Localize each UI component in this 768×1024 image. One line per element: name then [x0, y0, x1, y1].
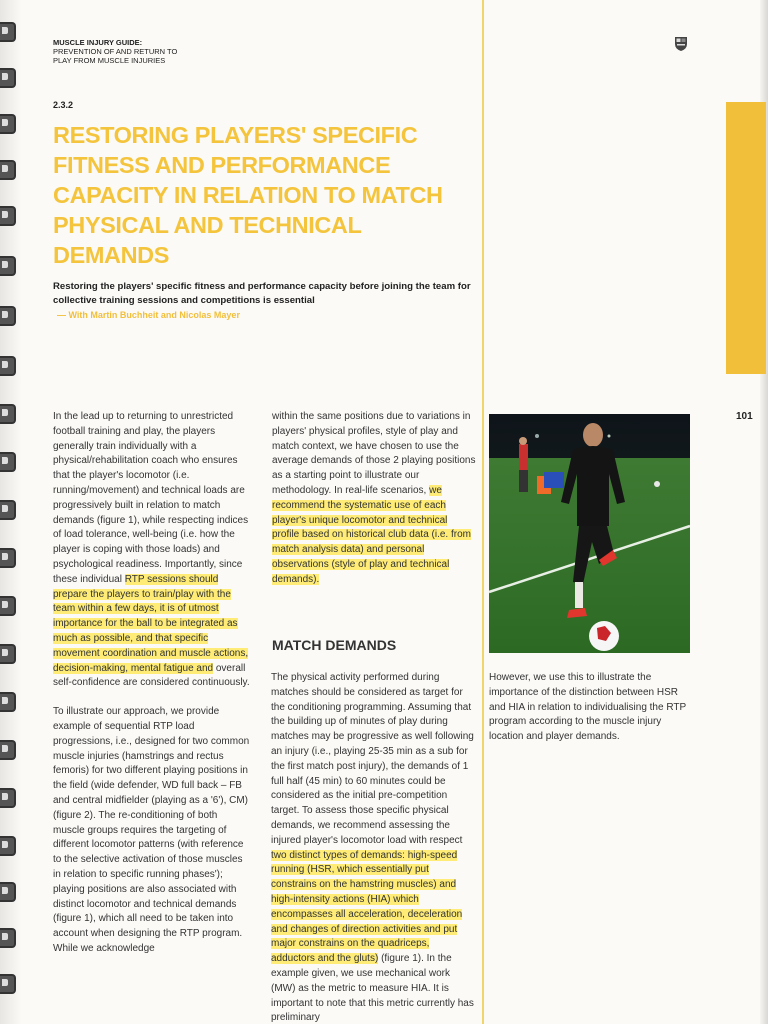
paragraph [272, 410, 477, 588]
lead-paragraph: Restoring the players' specific fitness and performance capacity before joining the team for collective training sessions and competitions is essential [53, 281, 471, 306]
binding-ring [0, 596, 16, 616]
highlighted-text: we recommend the systematic use of each player's unique locomotor and technical profile based on historical club data (i.e. from match analysis data) and personal observations (style of play and technical demands). [272, 484, 471, 585]
binding-ring [0, 114, 16, 134]
binding-ring [0, 836, 16, 856]
column-1 [53, 410, 251, 957]
paragraph [53, 410, 251, 691]
guide-subtitle: PREVENTION OF AND RETURN TO PLAY FROM MUSCLE INJURIES [53, 47, 178, 65]
binding-ring [0, 692, 16, 712]
binding-ring [0, 356, 16, 376]
column-2-continued [271, 671, 476, 1024]
binding-ring [0, 882, 16, 902]
spiral-binding [0, 0, 22, 1024]
column-3 [489, 671, 689, 745]
binding-ring [0, 740, 16, 760]
guide-title: MUSCLE INJURY GUIDE: [53, 38, 143, 47]
highlighted-text: two distinct types of demands: high-speed running (HSR, which essentially put constrains on the hamstring muscles) and high-intensity actions (HIA) which encompasses all acceleration, deceleration and changes of direction activities and put major constrains on the quadriceps, adductors and the gluts) [271, 849, 463, 965]
binding-ring [0, 644, 16, 664]
binding-ring [0, 306, 16, 326]
binding-ring [0, 928, 16, 948]
football-training-photo [489, 414, 690, 653]
body-text: within the same positions due to variations in players' physical profiles, style of play and match context, we have chosen to use the average demands of those 2 playing positions as a starting point to illustrate our methodology. In real-life scenarios, [272, 411, 476, 496]
body-text: (figure 1). In the example given, we use mechanical work (MW) as the metric to measure HIA. It is important to note that this metric currently has preliminary [271, 953, 474, 1024]
chapter-tab [726, 102, 766, 374]
subheading-match-demands: MATCH DEMANDS [272, 637, 397, 653]
highlighted-text: RTP sessions should prepare the players to train/play with the team within a few days, it is of utmost importance for the ball to be integrated as much as possible, and that specific movement coordination and muscle actions, decision-making, mental fatigue and [53, 573, 249, 674]
binding-ring [0, 788, 16, 808]
column-2 [272, 410, 477, 588]
running-header [53, 38, 193, 65]
body-text: The physical activity performed during matches should be considered as target for the conditioning programming. Assuming that the building up of minutes of play during matches may be progressive as well following an injury (i.e., playing 25-35 min as a sub for the first match post injury), the demands of 1 full half (45 min) to 60 minutes could be considered as the initial pre-competition target. To assess those specific physical demands, we recommend assessing the injured player's locomotor load with respect [271, 672, 474, 846]
paragraph: To illustrate our approach, we provide example of sequential RTP load progressions, i.e., designed for two common muscle injuries (hamstrings and rectus femoris) for two different playing positions in the field (wide defender, WD full back – FB and central midfielder (playing as a '6'), CM) (figure 2). The re-conditioning of both muscle groups requires the targeting of different locomotor patterns (with reference to the selective activation of those muscles in relation to specific running phases'); playing positions are also associated with distinct locomotor and technical demands (figure 1), which all need to be taken into account when designing the RTP program. While we acknowledge [53, 706, 250, 954]
binding-ring [0, 22, 16, 42]
binding-ring [0, 500, 16, 520]
section-title: RESTORING PLAYERS' SPECIFIC FITNESS AND PERFORMANCE CAPACITY IN RELATION TO MATCH PHYSICAL AND TECHNICAL DEMANDS [53, 122, 443, 268]
binding-ring [0, 404, 16, 424]
paragraph [271, 671, 476, 1024]
club-crest-icon [674, 36, 688, 52]
binding-ring [0, 160, 16, 180]
binding-ring [0, 256, 16, 276]
byline: — With Martin Buchheit and Nicolas Mayer [57, 310, 240, 320]
binding-ring [0, 68, 16, 88]
binding-ring [0, 548, 16, 568]
body-text: In the lead up to returning to unrestricted football training and play, the players generally train individually with a physical/rehabilitation coach who ensures that the player's locomotor (i.e. running/movement) and technical loads are progressively built in relation to match demands (figure 1), while respecting indices of load tolerance, well-being (i.e. how the player is coping with those loads) and psychological readiness. Importantly, since these individual [53, 411, 249, 585]
body-text: overall self-confidence are considered continuously. [53, 662, 250, 689]
binding-ring [0, 206, 16, 226]
binding-ring [0, 974, 16, 994]
paragraph: However, we use this to illustrate the importance of the distinction between HSR and HIA in relation to individualising the RTP program according to the muscle injury location and player demands. [489, 672, 686, 743]
section-number: 2.3.2 [53, 100, 74, 110]
binding-ring [0, 452, 16, 472]
page-number: 101 [736, 411, 753, 422]
